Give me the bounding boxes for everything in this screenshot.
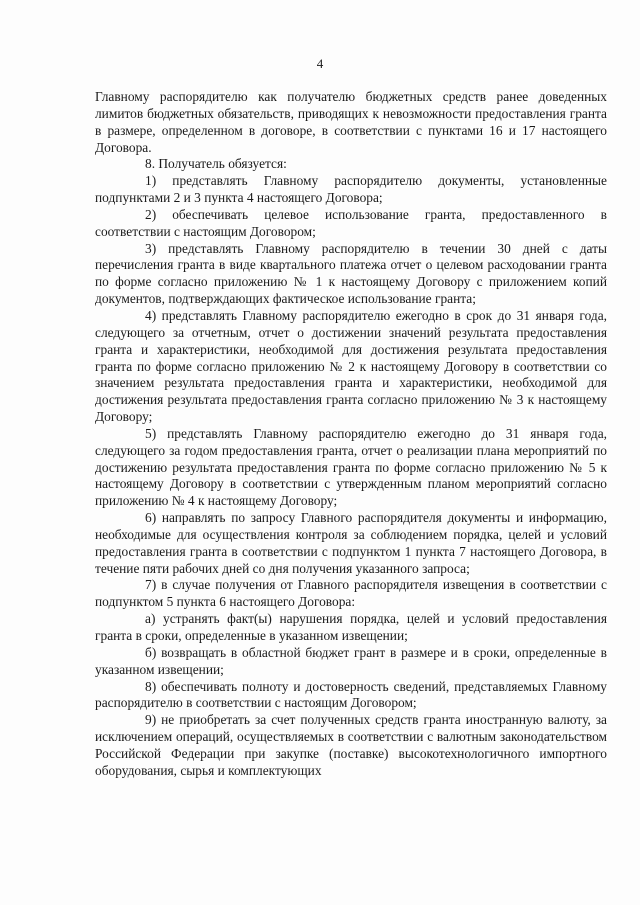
document-body [95,89,607,780]
paragraph-clause-8-heading: 8. Получатель обязуется: [145,156,287,172]
paragraph-item-3: 3) представлять Главному распорядителю в течении 30 дней с даты перечисления гранта в виде квартального платежа отчет о целевом расходовании гранта по форме согласно приложению № 1 к настоящему Договору с приложением копий документов, подтверждающих фактическое использование гранта; [95,240,607,307]
paragraph-item-1: 1) представлять Главному распорядителю документы, установленные подпунктами 2 и 3 пункта 4 настоящего Договора; [95,173,607,206]
paragraph-item-9: 9) не приобретать за счет полученных средств гранта иностранную валюту, за исключением операций, осуществляемых в соответствии с валютным законодательством Российской Федерации при закупке (поставке) высокотехнологичного импортного оборудования, сырья и комплектующих [95,712,607,778]
paragraph-item-8: 8) обеспечивать полноту и достоверность сведений, представляемых Главному распорядителю в соответствии с настоящим Договором; [95,678,607,711]
paragraph-continuation: Главному распорядителю как получателю бюджетных средств ранее доведенных лимитов бюджетных обязательств, приводящих к невозможности предоставления гранта в размере, определенном в договоре, в соответствии с пунктами 16 и 17 настоящего Договора. [95,89,607,155]
paragraph-item-7: 7) в случае получения от Главного распорядителя извещения в соответствии с подпунктом 5 пункта 6 настоящего Договора: [95,577,607,610]
paragraph-item-6: 6) направлять по запросу Главного распорядителя документы и информацию, необходимые для осуществления контроля за соблюдением порядка, целей и условий предоставления гранта в соответствии с подпунктом 1 пункта 7 настоящего Договора, в течение пяти рабочих дней со дня получения указанного запроса; [95,510,607,576]
paragraph-subitem-a: а) устранять факт(ы) нарушения порядка, целей и условий предоставления гранта в сроки, определенные в указанном извещении; [95,611,607,643]
paragraph-item-2: 2) обеспечивать целевое использование гранта, предоставленного в соответствии с настоящим Договором; [95,206,607,239]
paragraph-item-5: 5) представлять Главному распорядителю ежегодно до 31 января года, следующего за годом предоставления гранта, отчет о реализации плана мероприятий по достижению результата предоставления гранта по форме согласно приложению № 5 к настоящему Договору в соответствии с утвержденным планом мероприятий согласно приложению № 4 к настоящему Договору; [95,425,607,509]
paragraph-item-4: 4) представлять Главному распорядителю ежегодно в срок до 31 января года, следующего за отчетным, отчет о достижении значений результата предоставления гранта и характеристики, необходимой для достижения результата предоставления гранта по форме согласно приложению № 2 к настоящему Договору в соответствии со значением результата предоставления гранта и характеристики, необходимой для достижения результата предоставления гранта согласно приложению № 3 к настоящему Договору; [95,307,607,425]
page-number: 4 [316,56,324,71]
paragraph-subitem-b: б) возвращать в областной бюджет грант в размере и в сроки, определенные в указанном извещении; [95,644,607,677]
